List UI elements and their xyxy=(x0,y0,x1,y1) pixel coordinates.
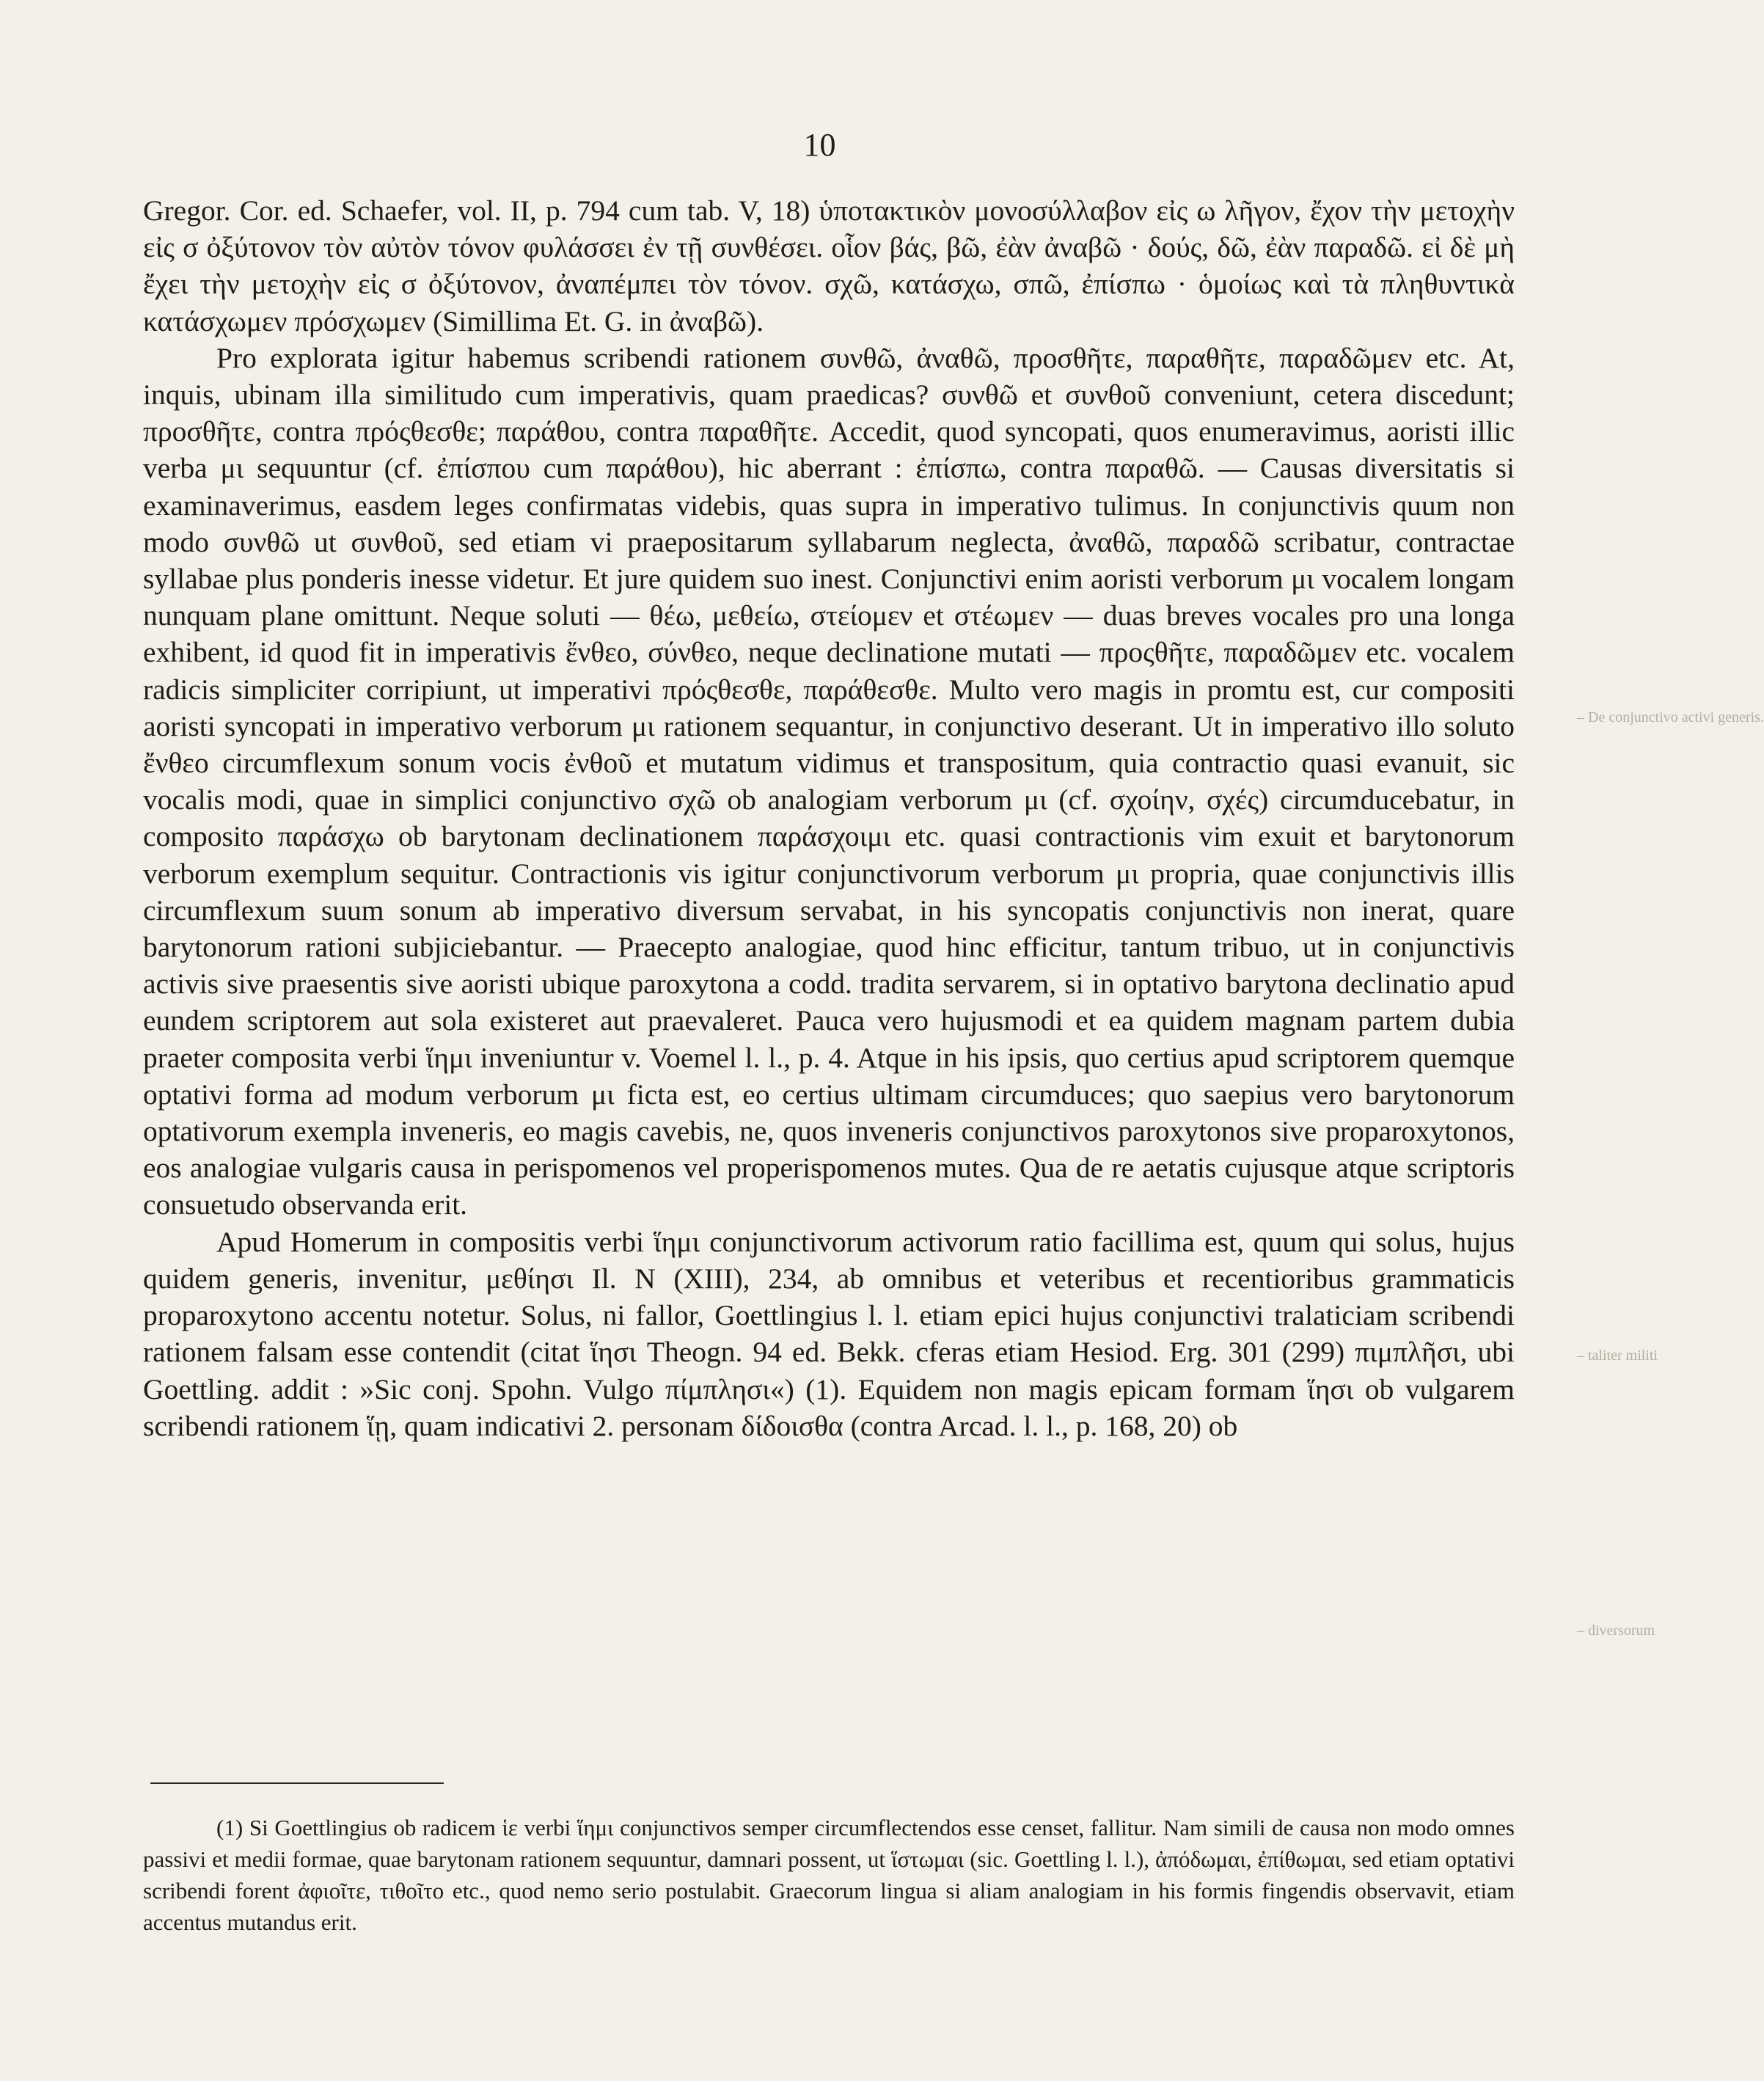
footnote-divider xyxy=(150,1782,444,1784)
margin-note-bleedthrough: – taliter militi xyxy=(1577,1347,1658,1364)
paragraph-3: Apud Homerum in compositis verbi ἵημι conjunctivorum activorum ratio facillima est, quum qui solus, hujus quidem generis, invenitur, μεθίησι Il. N (XIII), 234, ab omnibus et veteribus et recentioribus grammaticis proparoxytono accentu notetur. Solus, ni fallor, Goettlingius l. l. etiam epici hujus conjunctivi tralaticiam scribendi rationem falsam esse contendit (citat ἵησι Theogn. 94 ed. Bekk. cferas etiam Hesiod. Erg. 301 (299) πιμπλῆσι, ubi Goettling. addit : »Sic conj. Spohn. Vulgo πίμπλησι«) (1). Equidem non magis epicam formam ἵησι ob vulgarem scribendi rationem ἵῃ, quam indicativi 2. personam δίδοισθα (contra Arcad. l. l., p. 168, 20) ob xyxy=(143,1225,1515,1442)
margin-note-bleedthrough: – diversorum xyxy=(1577,1623,1655,1639)
footnotes xyxy=(143,1812,1515,1938)
page-number: 10 xyxy=(803,127,836,163)
paragraph-2: Pro explorata igitur habemus scribendi rationem συνθῶ, ἀναθῶ, προσθῆτε, παραθῆτε, παραδῶμεν etc. At, inquis, ubinam illa similitudo cum imperativis, quam praedicas? συνθῶ et συνθοῦ conveniunt, cetera discedunt; προσθῆτε, contra πρόςθεσθε; παράθου, contra παραθῆτε. Accedit, quod syncopati, quos enumeravimus, aoristi illic verba μι sequuntur (cf. ἐπίσπου cum παράθου), hic aberrant : ἐπίσπω, contra παραθῶ. — Causas diversitatis si examinaverimus, easdem leges confirmatas videbis, quas supra in imperativo tulimus. In conjunctivis quum non modo συνθῶ ut συνθοῦ, sed etiam vi praepositarum syllabarum neglecta, ἀναθῶ, παραδῶ scribatur, contractae syllabae plus ponderis inesse videtur. Et jure quidem suo inest. Conjunctivi enim aoristi verborum μι vocalem longam nunquam plane omittunt. Neque soluti — θέω, μεθείω, στείομεν et στέωμεν — duas breves vocales pro una longa exhibent, id quod fit in imperativis ἔνθεο, σύνθεο, neque declinatione mutati — προςθῆτε, παραδῶμεν etc. vocalem radicis simpliciter corripiunt, ut imperativi πρόςθεσθε, παράθεσθε. Multo vero magis in promtu est, cur compositi aoristi syncopati in imperativo verborum μι rationem sequantur, in conjunctivo deserant. Ut in imperativo illo soluto ἔνθεο circumflexum sonum vocis ἐνθοῦ et mutatum vidimus et transpositum, quia contractio quasi evanuit, sic vocalis modi, quae in simplici conjunctivo σχῶ ob analogiam verborum μι (cf. σχοίην, σχές) circumducebatur, in composito παράσχω ob barytonam declinationem παράσχοιμι etc. quasi contractionis vim exuit et barytonorum verborum exemplum sequitur. Contractionis vis igitur conjunctivorum verborum μι propria, quae conjunctivis illis circumflexum suum sonum ab imperativo diversum servabat, in his syncopatis conjunctivis non inerat, quare barytonorum rationi subjiciebantur. — Praecepto analogiae, quod hinc efficitur, tantum tribuo, ut in conjunctivis activis sive praesentis sive aoristi ubique paroxytona a codd. tradita servarem, si in optativo barytona declinatio apud eundem scriptorem aut sola existeret aut praevaleret. Pauca vero hujusmodi et ea quidem magnam partem dubia praeter composita verbi ἵημι inveniuntur v. Voemel l. l., p. 4. Atque in his ipsis, quo certius apud scriptorem quemque optativi forma ad modum verborum μι ficta est, eo certius ultimam circumduces; quo saepius vero barytonorum optativorum exempla inveneris, eo magis cavebis, ne, quos inveneris conjunctivos paroxytonos sive proparoxytonos, eos analogiae vulgaris causa in perispomenos vel properispomenos mutes. Qua de re aetatis cujusque atque scriptoris consuetudo observanda erit. xyxy=(143,341,1515,1221)
main-text xyxy=(143,192,1515,1444)
paragraph-1: Gregor. Cor. ed. Schaefer, vol. II, p. 794 cum tab. V, 18) ὑποτακτικὸν μονοσύλλαβον εἰς ω λῆγον, ἔχον τὴν μετοχὴν εἰς σ ὀξύτονον τὸν αὐτὸν τόνον φυλάσσει ἐν τῇ συνθέσει. οἷον βάς, βῶ, ἐὰν ἀναβῶ · δούς, δῶ, ἐὰν παραδῶ. εἰ δὲ μὴ ἔχει τὴν μετοχὴν εἰς σ ὀξύτονον, ἀναπέμπει τὸν τόνον. σχῶ, κατάσχω, σπῶ, ἐπίσπω · ὁμοίως καὶ τὰ πληθυντικὰ κατάσχωμεν πρόσχωμεν (Simillima Et. G. in ἀναβῶ). xyxy=(143,194,1515,337)
margin-note-bleedthrough: – De conjunctivo activi generis. xyxy=(1577,709,1764,725)
footnote-1: (1) Si Goettlingius ob radicem ἱε verbi ἵημι conjunctivos semper circumflectendos esse censet, fallitur. Nam simili de causa non modo omnes passivi et medii formae, quae barytonam rationem sequuntur, damnari possent, ut ἵστωμαι (sic. Goettling l. l.), ἀπόδωμαι, ἐπίθωμαι, sed etiam optativi scribendi forent ἀφιοῖτε, τιθοῖτο etc., quod nemo serio postulabit. Graecorum lingua si aliam analogiam in his formis fingendis observavit, etiam accentus mutandus erit. xyxy=(143,1815,1515,1935)
